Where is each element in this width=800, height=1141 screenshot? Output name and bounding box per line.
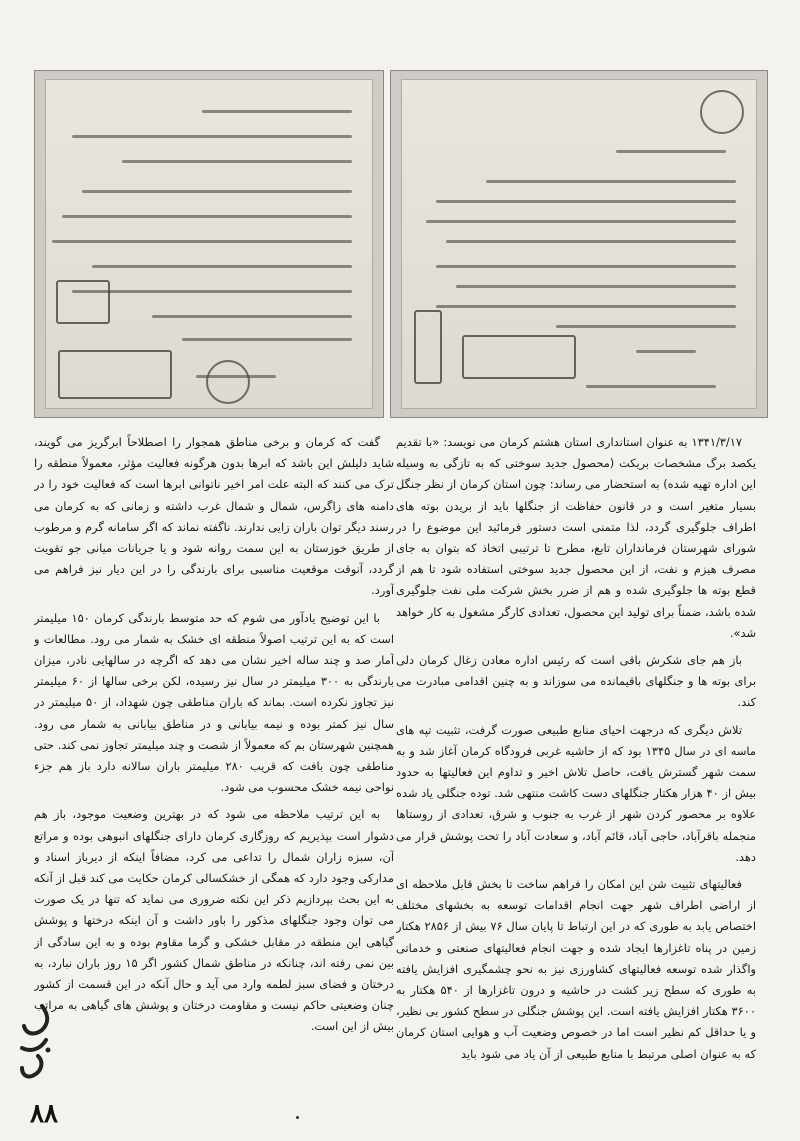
text-column-left <box>34 432 394 1092</box>
paragraph: ۱۳۴۱/۳/۱۷ به عنوان استانداری استان هشتم کرمان می نویسد: «با تقدیم یکصد برگ مشخصات بریکت (محصول جدید سوختی که به تازگی به وسیله این اداره تهیه شده) به استحضار می رساند: چون استان کرمان از نظر جنگل بسیار متغیر است و در قانون حفاظت از جنگلها باید از بریدن بوته های اطراف جلوگیری گردد، لذا متمنی است دستور فرمائید این موضوع را در شورای شهرستان فرمانداران تابع، مطرح تا ترتیبی اتخاذ که بتوان به جای مصرف هیزم و نفت، از این محصول جدید سوختی استفاده شود تا هم از قطع بوته ها جلوگیری شده و هم از ضرر بخش شرکت ملی نفت جلوگیری شده باشد، ضمناً برای تولید این محصول، تعدادی کارگر مشغول به کار خواهد شد». <box>396 435 756 640</box>
emblem-icon <box>700 90 744 134</box>
page-number: ۸۸ <box>30 1099 58 1129</box>
center-dot <box>296 1116 299 1119</box>
stamp-icon <box>462 335 576 379</box>
text-column-right <box>396 432 756 1092</box>
paragraph: به این ترتیب ملاحظه می شود که در بهترین وضعیت موجود، باز هم دشوار است بپذیریم که روزگاری کرمان دارای جنگلهای انبوهی بوده و مراتع آن، سبزه زاران شمال را تداعی می کرد، مضافاً اینکه از دیرباز اسناد و مدارکی وجود دارد که همگی از خشکسالی کرمان حکایت می کند قبل از آنکه به این بحث بپردازیم ذکر این نکته ضروری می نماید که تنها در یک صورت می توان وجود جنگلهای مذکور را باور داشت و آن اینکه درختها و پوشش گیاهی این منطقه در مقابل خشکی و گرما مقاوم بوده و به این سادگی از بین نمی رفته اند، چنانکه در مناطق شمال کشور اگر ۱۵ روز باران نبارد، به درختان و فضای سبز لطمه وارد می آید و حال آنکه در این قسمت از کشور چنان وضعیتی حاکم نیست و مقاومت درختان و پوشش های گیاهی به مراتب بیش از این است. <box>34 807 394 1034</box>
stamp-icon <box>56 280 110 324</box>
paragraph: باز هم جای شکرش باقی است که رئیس اداره معادن زغال کرمان دلی برای بوته ها و جنگلهای باقیمانده می سوزاند و به چنین اقدامی مبادرت می کند. <box>396 653 756 710</box>
document-paper <box>45 79 373 409</box>
paragraph: تلاش دیگری که درجهت احیای منابع طبیعی صورت گرفت، تثبیت تپه های ماسه ای در سال ۱۳۴۵ بود که از حاشیه غربی فرودگاه کرمان آغاز شد و به سمت شهر گسترش یافت، حاصل تلاش اخیر و تداوم این فعالیتها به حدود بیش از ۴۰ هزار هکتار جنگلهای دست کاشت منتهی شد. توده جنگلی یاد شده علاوه بر محصور کردن شهر از غرب به جنوب و شرق، تعدادی از روستاها منجمله باقرآباد، حاجی آباد، قائم آباد، و سعادت آباد را تحت پوشش قرار می دهد. <box>396 722 756 864</box>
document-paper <box>401 79 757 409</box>
emblem-icon <box>206 360 250 404</box>
magazine-logo <box>12 1000 58 1080</box>
paragraph: گفت که کرمان و برخی مناطق همجوار را اصطلاحاً ابرگریز می گویند، شاید دلیلش این باشد که ابرها بدون هرگونه فعالیت مؤثر، معمولاً منطقه را ترک می کنند که البته علت امر اخیر ناتوانی ابرها است که فعالیت خود را در دامنه های زاگرس، شمال و شمال غرب داشته و زمانی که به کرمان می رسند دیگر توان باران زایی ندارند. ناگفته نماند که اگر سامانه گرم و مرطوب از طریق خوزستان به این سمت روانه شود و یا جریانات میانی جو تقویت گردد، آنوقت موقعیت مناسبی برای بارندگی را در این دیار نیز فراهم می آورد. <box>34 435 394 598</box>
paragraph: فعالیتهای تثبیت شن این امکان را فراهم ساخت تا بخش قابل ملاحظه ای از اراضی اطراف شهر جهت انجام اقدامات توسعه به بخشهای مختلف اختصاص یابد به طوری که در این ارتباط تا پایان سال ۷۶ بیش از ۲۸۵۶ هکتار زمین در پناه تاغزارها ایجاد شده و جهت انجام فعالیتهای صنعتی و خدماتی واگذار شده توسعه فعالیتهای کشاورزی نیز به نحو چشمگیری افزایش یافته به طوری که سطح زیر کشت در حاشیه و درون تاغزارها از ۵۴۰ هکتار به ۳۶۰۰ هکتار افزایش یافته است. این پوشش جنگلی در سطح کشور بی نظیر، و یا حداقل کم نظیر است اما در خصوص وضعیت آب و هوایی استان کرمان که به عنوان اصلی مرتبط با منابع طبیعی از آن یاد می شود باید <box>396 877 756 1061</box>
stamp-icon <box>58 350 172 399</box>
stamp-icon <box>414 310 442 384</box>
archival-document-image-left <box>34 70 384 418</box>
paragraph: با این توضیح یادآور می شوم که حد متوسط بارندگی کرمان ۱۵۰ میلیمتر است که به این ترتیب اصولاً منطقه ای خشک به شمار می رود. مطالعات و آمار صد و چند ساله اخیر نشان می دهد که اگرچه در سالهایی نادر، میزان بارندگی به ۳۰۰ میلیمتر در سال نیز رسیده، لکن برخی سالها از ۶۰ میلیمتر نیز تجاوز نکرده است. بماند که باران مناطقی چون شهداد، از ۵۰ میلیمتر در سال نیز کمتر بوده و نیمه بیابانی و در مناطق بیابانی به شمار می رود. همچنین شهرستان بم که معمولاً از شصت و چند میلیمتر تجاوز نمی کند. حتی مناطقی چون بافت که قریب ۲۸۰ میلیمتر باران سالانه دارد باز هم جزء نواحی نیمه خشک محسوب می شود. <box>34 610 394 795</box>
archival-document-image-right <box>390 70 768 418</box>
